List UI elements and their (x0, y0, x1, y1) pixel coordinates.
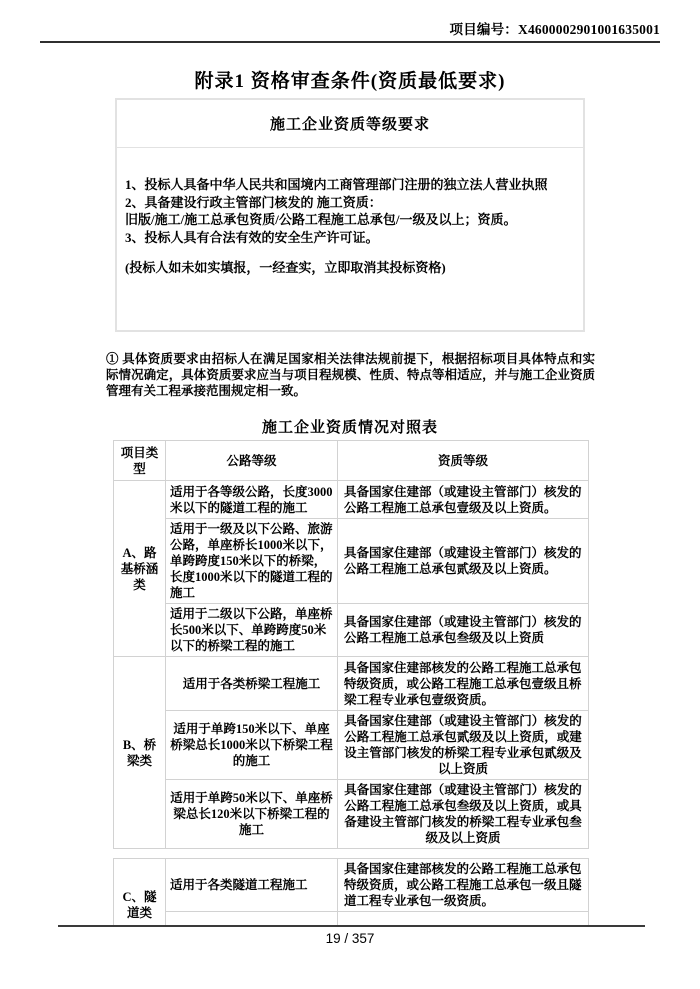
highway-cell: 适用于二级以下公路，单座桥长500米以下、单跨跨度50米以下的桥梁工程的施工 (166, 604, 338, 657)
header-qualification: 资质等级 (338, 441, 589, 481)
requirement-line-4: 3、投标人具有合法有效的安全生产许可证。 (125, 229, 379, 245)
table-row (114, 604, 589, 657)
qualification-cell: 具备国家住建部（或建设主管部门）核发的公路工程施工总承包贰级及以上资质。 (338, 519, 589, 604)
comparison-table-continued-wrap (113, 858, 590, 925)
table-row (114, 711, 589, 780)
qualification-cell: 具备国家住建部核发的公路工程施工总承包特级资质，或公路工程施工总承包壹级且桥梁工程专业承包壹级资质。 (338, 657, 589, 711)
comparison-table-continued (113, 858, 589, 925)
requirement-caution: (投标人如未如实填报，一经查实，立即取消其投标资格) (125, 260, 446, 275)
footer-rule (58, 925, 645, 927)
header-category: 项目类型 (114, 441, 166, 481)
table-row-clipped (114, 912, 589, 926)
highway-cell: 适用于一级及以下公路、旅游公路，单座桥长1000米以下，单跨跨度150米以下的桥梁，长度1000米以下的隧道工程的施工 (166, 519, 338, 604)
table-row (114, 481, 589, 519)
highway-cell-empty (166, 912, 338, 926)
qualification-requirement-box (115, 98, 585, 332)
header-highway: 公路等级 (166, 441, 338, 481)
footnote: ① 具体资质要求由招标人在满足国家相关法律法规前提下，根据招标项目具体特点和实际情况确定，具体资质要求应当与项目程规模、性质、特点等相适应，并与施工企业资质管理有关工程承接范围规定相一致。 (106, 352, 595, 398)
page-title: 附录1 资格审查条件(资质最低要求) (194, 71, 506, 92)
table-row (114, 780, 589, 849)
table-row (114, 859, 589, 912)
highway-cell: 适用于各类隧道工程施工 (166, 859, 338, 912)
requirement-line-3: 旧版/施工/施工总承包资质/公路工程施工总承包/一级及以上；资质。 (125, 212, 517, 227)
qualification-box-body (117, 148, 583, 277)
comparison-table-main (113, 440, 589, 849)
table-header-row (114, 441, 589, 481)
qualification-cell: 具备国家住建部（或建设主管部门）核发的公路工程施工总承包叁级及以上资质 (338, 604, 589, 657)
qualification-cell: 具备国家住建部核发的公路工程施工总承包特级资质，或公路工程施工总承包一级且隧道工程专业承包一级资质。 (338, 859, 589, 912)
table-row (114, 657, 589, 711)
comparison-table-title: 施工企业资质情况对照表 (261, 420, 438, 436)
category-b-cell: B、桥梁类 (114, 657, 166, 849)
qualification-box-header: 施工企业资质等级要求 (117, 100, 583, 148)
table-row (114, 519, 589, 604)
highway-cell: 适用于单跨50米以下、单座桥梁总长120米以下桥梁工程的施工 (166, 780, 338, 849)
highway-cell: 适用于各等级公路，长度3000米以下的隧道工程的施工 (166, 481, 338, 519)
category-c-cell: C、隧道类 (114, 859, 166, 926)
qualification-cell: 具备国家住建部（或建设主管部门）核发的公路工程施工总承包壹级及以上资质。 (338, 481, 589, 519)
qualification-cell: 具备国家住建部（或建设主管部门）核发的公路工程施工总承包叁级及以上资质，或具备建设主管部门核发的桥梁工程专业承包叁级及以上资质 (338, 780, 589, 849)
project-number: 项目编号：X4600002901001635001 (449, 22, 660, 37)
requirement-line-2: 2、具备建设行政主管部门核发的 施工资质： (125, 194, 382, 210)
requirement-line-1: 1、投标人具备中华人民共和国境内工商管理部门注册的独立法人营业执照 (125, 177, 548, 192)
category-a-cell: A、路基桥涵类 (114, 481, 166, 657)
qualification-cell-empty (338, 912, 589, 926)
header-rule (40, 41, 660, 43)
highway-cell: 适用于各类桥梁工程施工 (166, 657, 338, 711)
page-number: 19 / 357 (325, 931, 375, 946)
qualification-cell: 具备国家住建部（或建设主管部门）核发的公路工程施工总承包贰级及以上资质，或建设主管部门核发的桥梁工程专业承包贰级及以上资质 (338, 711, 589, 780)
highway-cell: 适用于单跨150米以下、单座桥梁总长1000米以下桥梁工程的施工 (166, 711, 338, 780)
